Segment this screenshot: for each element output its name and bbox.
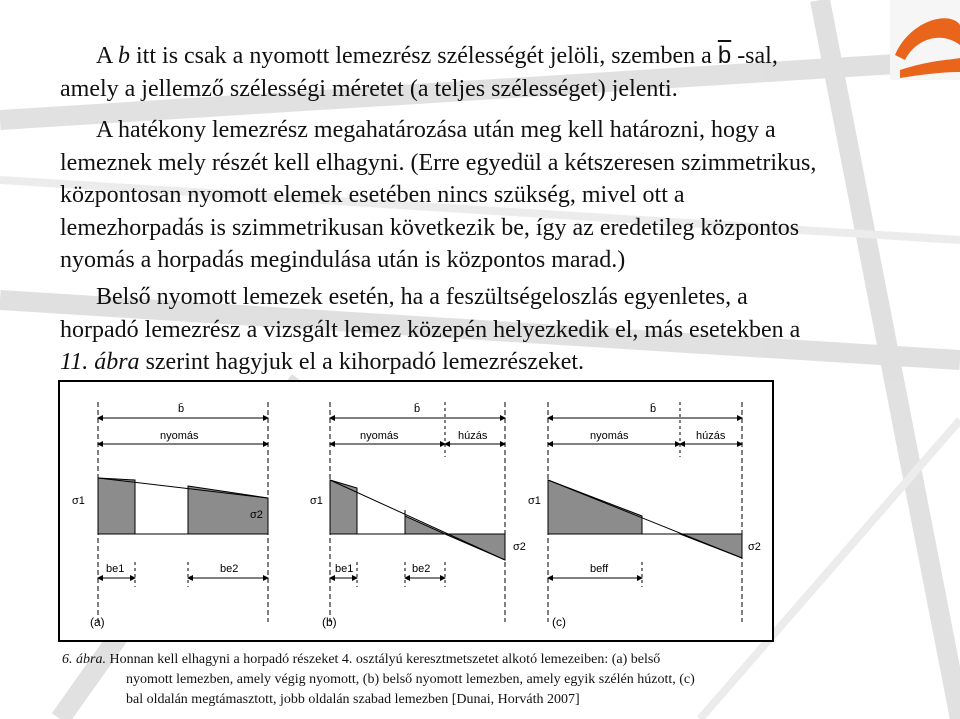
- caption-number: 6. ábra.: [62, 652, 106, 667]
- zone-label-nyomas-b: nyomás: [360, 430, 399, 442]
- paragraph-1: [60, 40, 940, 105]
- text-line: lemeznek mely részét kell elhagyni. (Erre egyedül a kétszeresen szimmetrikus,: [60, 149, 817, 176]
- zone-label-huzas-c: húzás: [696, 430, 726, 442]
- text-line: horpadó lemezrész a vizsgált lemez közepén helyezkedik el, más esetekben a: [60, 316, 801, 343]
- paragraph-2: [60, 114, 940, 277]
- panel-label-a: (a): [90, 615, 105, 629]
- caption-text: nyomott lemezben, amely végig nyomott, (b) belső nyomott lemezben, amely egyik szélén húzott, (c): [126, 672, 695, 687]
- text-line: nyomás a horpadás megindulása után is központos marad.): [60, 247, 626, 274]
- text-line: Belső nyomott lemezek esetén, ha a feszültségeloszlás egyenletes, a: [96, 284, 748, 310]
- width-be2-b: be2: [412, 563, 431, 575]
- sigma2-label-a: σ2: [250, 509, 263, 521]
- sigma1-label-b: σ1: [310, 495, 323, 507]
- symbol-b-bar: $\overline{b}$: [717, 42, 732, 69]
- width-label-c: b̄: [650, 403, 657, 415]
- width-be2-a: be2: [220, 563, 239, 575]
- caption-text: Honnan kell elhagyni a horpadó részeket 4. osztályú keresztmetszetet alkotó lemezeiben: (a) belső: [105, 652, 661, 667]
- figure-caption: [62, 650, 792, 710]
- text: itt is csak a nyomott lemezrész szélességét jelöli, szemben a: [130, 43, 718, 69]
- panel-b: [310, 402, 526, 629]
- text-line: központosan nyomott elemek esetében nincs szükség, mivel ott a: [60, 182, 685, 209]
- width-beff-c: beff: [590, 563, 609, 575]
- symbol-b: b: [118, 43, 131, 69]
- zone-label-nyomas-c: nyomás: [590, 430, 629, 442]
- width-be1-a: be1: [106, 563, 125, 575]
- width-label-b: b̄: [414, 403, 421, 415]
- text: -sal,: [731, 43, 778, 69]
- figure-reference: 11. ábra: [60, 349, 140, 376]
- stress-diagram: [60, 382, 772, 640]
- zone-label-huzas-b: húzás: [458, 430, 488, 442]
- text-line: amely a jellemző szélességi méretet (a teljes szélességet) jelenti.: [60, 75, 678, 102]
- effective-zone-1: [98, 478, 135, 534]
- caption-text: bal oldalán megtámasztott, jobb oldalán szabad lemezben [Dunai, Horváth 2007]: [126, 692, 580, 707]
- panel-label-b: (b): [322, 615, 337, 629]
- sigma1-label-a: σ1: [72, 495, 85, 507]
- sigma2-label-c: σ2: [748, 541, 761, 553]
- width-be1-b: be1: [335, 563, 354, 575]
- panel-c: [528, 402, 761, 629]
- text: szerint hagyjuk el a kihorpadó lemezrészeket.: [139, 349, 585, 376]
- panel-label-c: (c): [552, 615, 566, 629]
- sigma1-label-c: σ1: [528, 495, 541, 507]
- paragraph-3: [60, 281, 940, 379]
- figure-panel: [58, 380, 774, 642]
- sigma2-label-b: σ2: [513, 541, 526, 553]
- zone-label-nyomas-a: nyomás: [160, 430, 199, 442]
- text-line: A hatékony lemezrész megahatározása után meg kell határozni, hogy a: [96, 117, 776, 143]
- width-label-a: b̄: [178, 403, 185, 415]
- text: A: [96, 43, 119, 69]
- text-line: lemezhorpadás is szimmetrikusan következik be, így az eredetileg központos: [60, 214, 800, 241]
- panel-a: [72, 402, 268, 629]
